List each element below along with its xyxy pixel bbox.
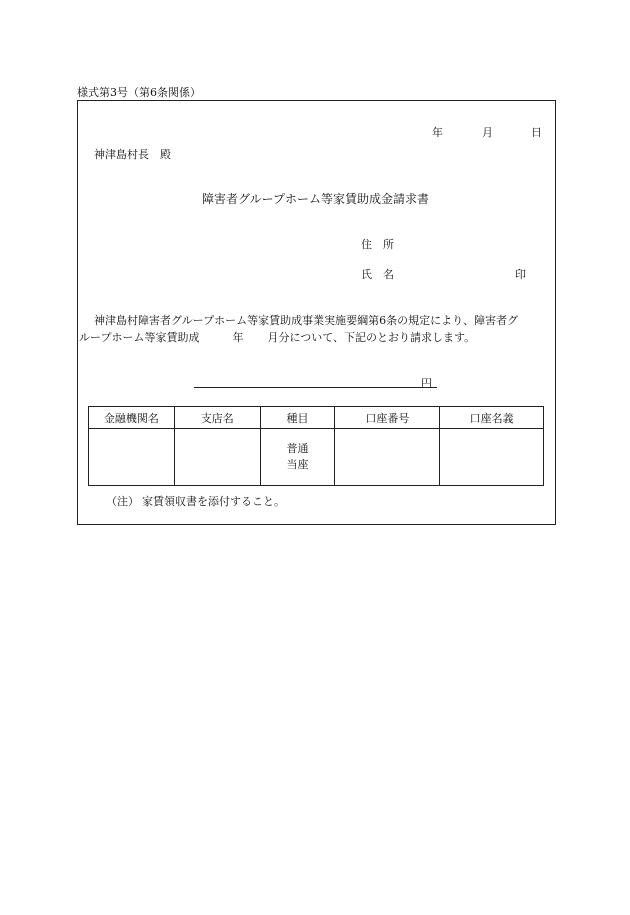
address-label: 住 所 [361,238,394,251]
amount-underline [194,387,437,388]
header-branch-name: 支店名 [174,407,260,429]
cell-account-type[interactable] [260,429,335,486]
cell-branch-name[interactable] [174,429,260,486]
header-account-type: 種目 [260,407,335,429]
account-type-ordinary: 普通 [286,442,309,455]
date-year-label: 年 [432,126,443,139]
header-bank-name: 金融機関名 [89,407,175,429]
statement-line-2-a: ループホーム等家賃助成 [79,331,200,344]
bank-table-row [89,429,544,486]
statement-line-2 [79,329,553,346]
header-account-number: 口座番号 [335,407,440,429]
date-day-label: 日 [531,126,542,139]
cell-account-holder[interactable] [440,429,544,486]
form-id: 様式第3号（第6条関係） [77,86,201,99]
request-statement [79,312,553,346]
seal-mark: 印 [515,268,526,281]
date-month-label: 月 [482,126,493,139]
name-label: 氏 名 [361,268,394,281]
bank-account-table [88,406,544,486]
account-type-current: 当座 [286,458,309,471]
note-text: 家賃領収書を添付すること。 [142,495,285,508]
bank-table-header-row [89,407,544,429]
addressee: 神津島村長 殿 [94,148,171,161]
cell-account-number[interactable] [335,429,440,486]
note-label: （注） [106,495,139,508]
header-account-holder: 口座名義 [440,407,544,429]
amount-unit: 円 [421,377,432,390]
statement-line-2-c: 月分について、下記のとおり請求します。 [267,331,476,344]
statement-line-1: 神津島村障害者グループホーム等家賃助成事業実施要綱第6条の規定により、障害者グ [94,314,519,327]
statement-year-label: 年 [232,331,244,344]
document-title: 障害者グループホーム等家賃助成金請求書 [202,192,430,206]
cell-bank-name[interactable] [89,429,175,486]
